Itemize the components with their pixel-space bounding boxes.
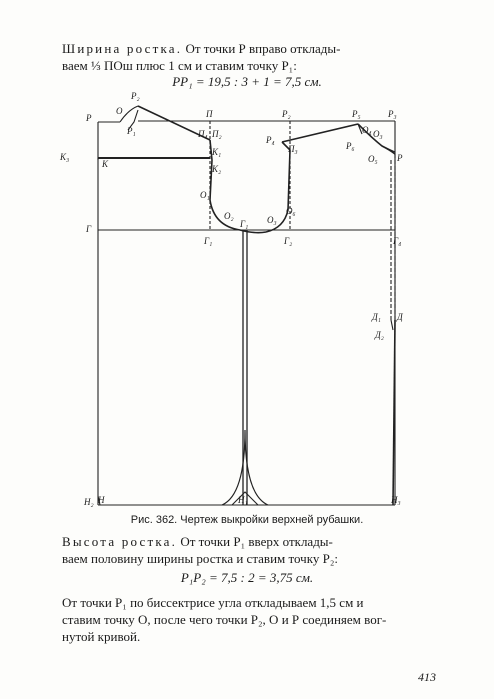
label-k3: К₃ [60,152,70,162]
paragraph-width-text: От точки Р вправо отклады- [182,41,341,56]
label-o3: О₃ [373,129,383,139]
label-k1: К₁ [212,147,222,157]
label-pi3: П₃ [288,144,298,154]
label-g2: Г₂ [284,236,293,246]
paragraph-width-line2: ваем ⅓ ПОш плюс 1 см и ставим точку Р₁: [62,58,297,73]
label-d: Д [397,312,403,322]
heading-height: Высота ростка. [62,534,178,549]
figure-caption: Рис. 362. Чертеж выкройки верхней рубашки. [130,514,364,526]
label-g1: Г₁ [240,219,249,229]
label-o1: О₁ [200,190,210,200]
label-o4: О₄ [362,125,372,135]
label-pi: П [206,109,213,119]
label-p4: Р₄ [266,135,275,145]
paragraph-bisector-line2: ставим точку О, после чего точки Р₂, О и Р соединяем вог- [62,612,387,627]
label-o: О [116,106,123,116]
label-p: Р [86,113,92,123]
label-p1: Р₁ [127,126,136,136]
label-d2: Д₂ [375,330,384,340]
paragraph-height-text: От точки Р₁ вверх отклады- [177,534,333,549]
label-p-right: Р [397,153,403,163]
label-p3: Р₃ [388,109,397,119]
label-p2-right: Р₂ [282,109,291,119]
label-g4: Г₄ [393,236,402,246]
label-k: К [102,159,108,169]
page-number: 413 [418,670,436,684]
label-g1-left: Г₁ [204,236,213,246]
label-o5: О₅ [368,154,378,164]
label-h: Н [98,495,105,505]
label-p2: Р₂ [131,91,140,101]
paragraph-height-line1 [62,533,432,550]
heading-width: Ширина ростка. [62,41,183,56]
label-pi4-left: П₄ [198,129,208,139]
label-k2: К₂ [212,164,222,174]
label-o3-mid: О₃ [267,215,277,225]
label-g: Г [86,224,92,234]
equation-1: РР₁ = 19,5 : 3 + 1 = 7,5 см. [172,74,322,89]
label-h1: Н₁ [238,495,248,505]
label-o2: О₂ [224,211,234,221]
label-p5: Р₅ [352,109,361,119]
label-p6: Р₆ [346,141,355,151]
label-h3: Н₃ [391,495,401,505]
paragraph-height-line2: ваем половину ширины ростка и ставим точку Р₂: [62,551,338,566]
paragraph-bisector-line3: нутой кривой. [62,629,141,644]
paragraph-bisector-line1: От точки Р₁ по биссектрисе угла откладываем 1,5 см и [62,595,364,610]
label-pi2: П₂ [212,129,222,139]
label-o6: О₆ [286,206,296,216]
label-h2: Н₂ [84,497,94,507]
label-d1: Д₁ [372,312,381,322]
equation-2: Р₁Р₂ = 7,5 : 2 = 3,75 см. [180,570,314,585]
